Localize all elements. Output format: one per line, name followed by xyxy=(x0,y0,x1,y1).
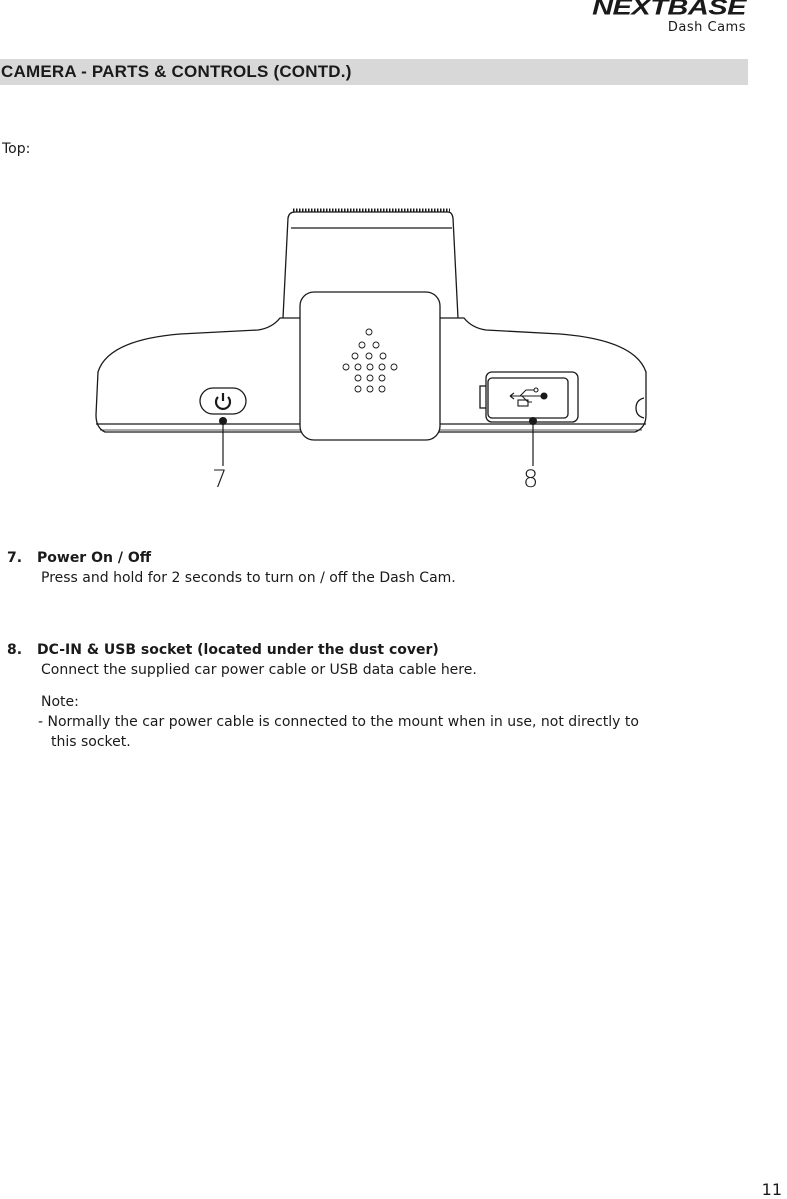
item-description: Press and hold for 2 seconds to turn on / off the Dash Cam. xyxy=(41,570,456,586)
note-line-2: this socket. xyxy=(51,734,131,750)
item-number: 8. xyxy=(7,642,23,658)
item-title: DC-IN & USB socket (located under the dust cover) xyxy=(37,642,439,658)
camera-top-diagram xyxy=(90,200,660,495)
item-description: Connect the supplied car power cable or USB data cable here. xyxy=(41,662,477,678)
brand-logo xyxy=(524,0,748,36)
item-power xyxy=(7,548,707,588)
callout-7-number: 7 xyxy=(212,465,228,493)
page-number: 11 xyxy=(761,1180,782,1199)
note-line-1: - Normally the car power cable is connected to the mount when in use, not directly to xyxy=(38,714,639,730)
item-dc-in-usb xyxy=(7,640,707,752)
item-number: 7. xyxy=(7,550,23,566)
item-title: Power On / Off xyxy=(37,550,152,566)
brand-tagline: Dash Cams xyxy=(667,20,746,35)
page-title: CAMERA - PARTS & CONTROLS (CONTD.) xyxy=(1,62,352,81)
power-icon xyxy=(200,388,246,414)
note-label: Note: xyxy=(41,694,79,710)
callout-8-number: 8 xyxy=(523,465,539,493)
camera-top-illustration xyxy=(90,200,660,495)
section-label: Top: xyxy=(2,141,31,157)
brand-name: NEXTBASE xyxy=(592,0,746,21)
